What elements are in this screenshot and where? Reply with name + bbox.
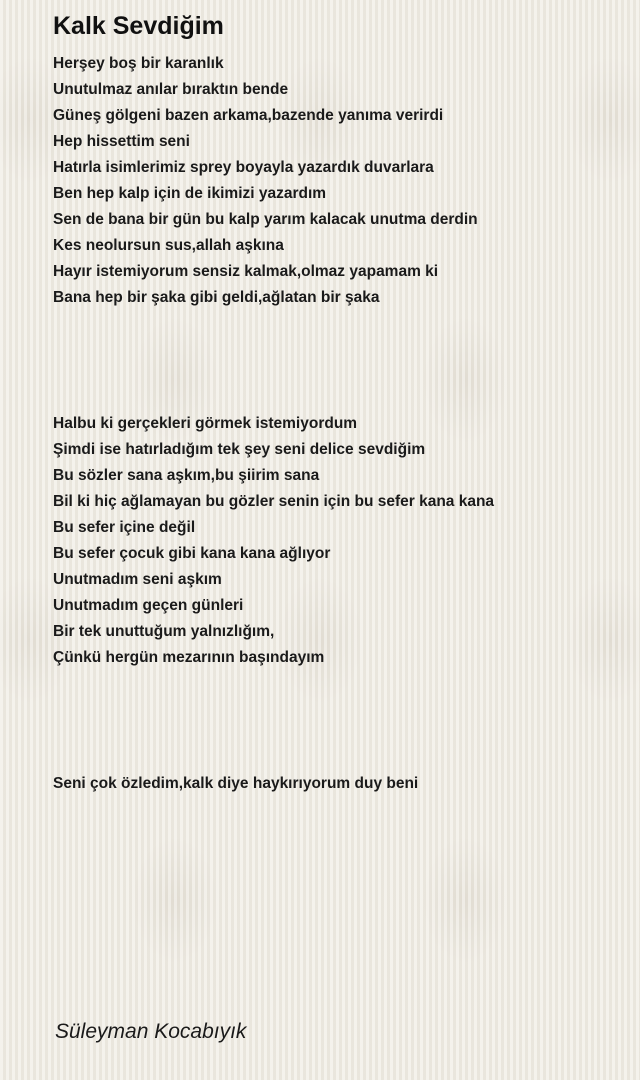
poem-line: Unutmadım geçen günleri	[53, 597, 244, 614]
poem-line: Herşey boş bir karanlık	[53, 55, 224, 72]
poem-line: Hayır istemiyorum sensiz kalmak,olmaz yapamam ki	[53, 263, 439, 280]
poem-line: Bu sefer çocuk gibi kana kana ağlıyor	[53, 545, 331, 562]
poem-line: Çünkü hergün mezarının başındayım	[53, 649, 325, 666]
stanza-3	[53, 771, 418, 797]
stanza-2	[53, 411, 494, 671]
poem-line: Unutmadım seni aşkım	[53, 571, 222, 588]
poem-line: Kes neolursun sus,allah aşkına	[53, 237, 284, 254]
poem-line: Unutulmaz anılar bıraktın bende	[53, 81, 289, 98]
poem-line: Güneş gölgeni bazen arkama,bazende yanıma verirdi	[53, 107, 444, 124]
poem-title: Kalk Sevdiğim	[53, 12, 224, 40]
poem-line: Bu sözler sana aşkım,bu şiirim sana	[53, 467, 320, 484]
poem-line: Ben hep kalp için de ikimizi yazardım	[53, 185, 327, 202]
poem-line: Halbu ki gerçekleri görmek istemiyordum	[53, 415, 358, 432]
poem-author: Süleyman Kocabıyık	[55, 1020, 247, 1043]
poem-line: Bu sefer içine değil	[53, 519, 196, 536]
poem-line: Bil ki hiç ağlamayan bu gözler senin için bu sefer kana kana	[53, 493, 495, 510]
poem-line: Bir tek unuttuğum yalnızlığım,	[53, 623, 275, 640]
poem-line: Bana hep bir şaka gibi geldi,ağlatan bir şaka	[53, 289, 380, 306]
poem-line: Şimdi ise hatırladığım tek şey seni delice sevdiğim	[53, 441, 426, 458]
poem-line: Hep hissettim seni	[53, 133, 190, 150]
stanza-1	[53, 51, 478, 311]
poem-line: Seni çok özledim,kalk diye haykırıyorum duy beni	[53, 775, 419, 792]
poem-line: Hatırla isimlerimiz sprey boyayla yazardık duvarlara	[53, 159, 434, 176]
poem-line: Sen de bana bir gün bu kalp yarım kalacak unutma derdin	[53, 211, 478, 228]
